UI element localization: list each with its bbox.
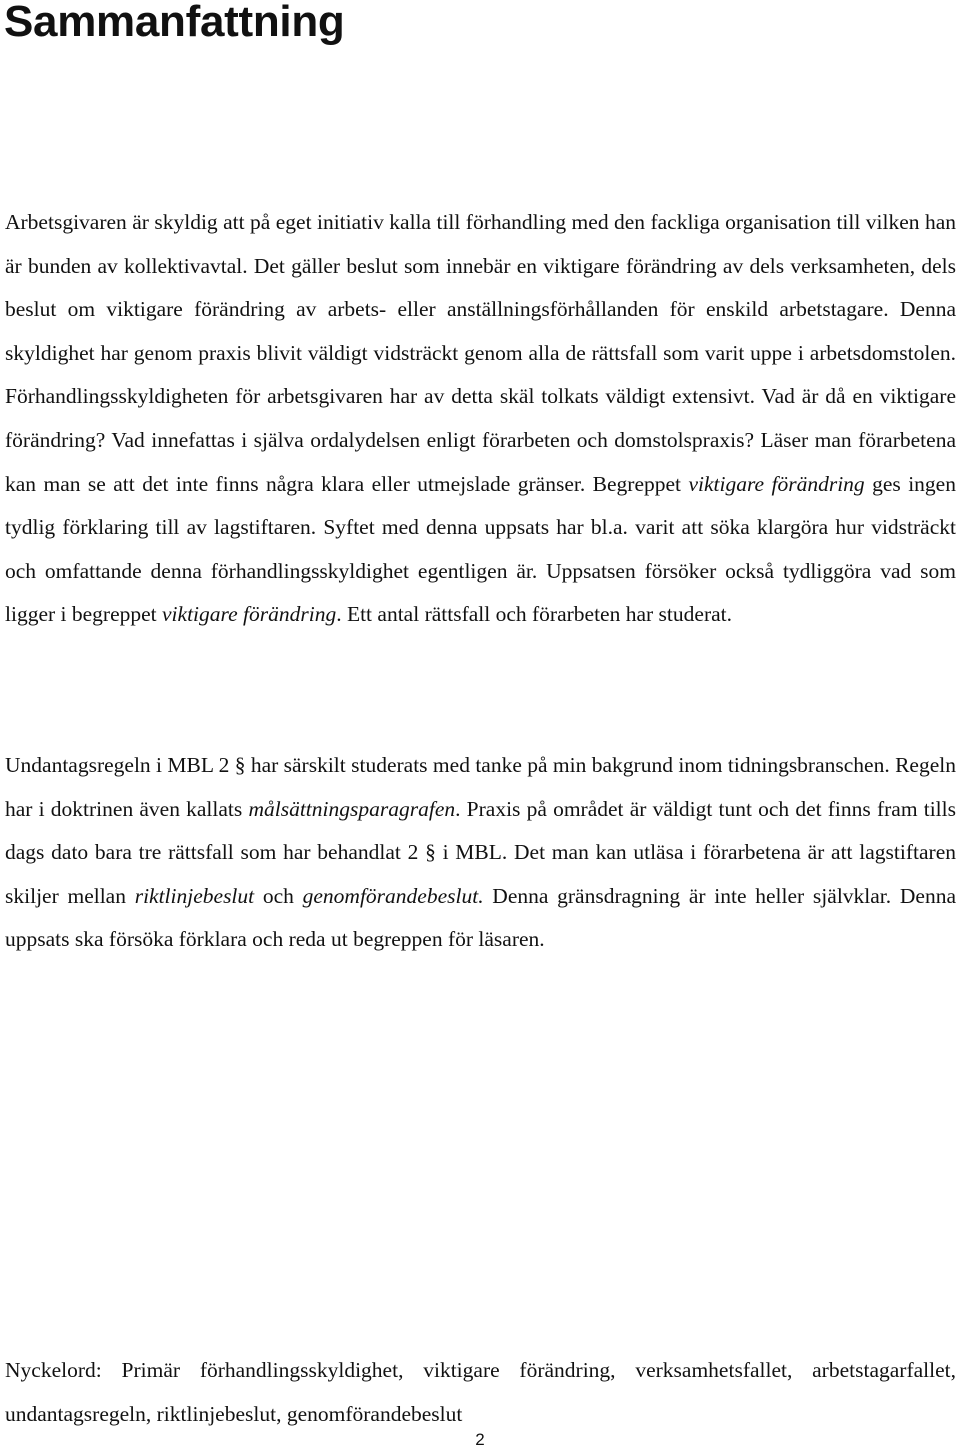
text-segment: . Praxis på området är väldigt tunt och det finns fram tills dags dato bara tre rättsfall som har behandlat 2 § i MBL. Det man kan utläsa i förarbetena är att lagstiftaren skiljer mellan (5, 796, 956, 908)
italic-term: viktigare förändring (688, 471, 865, 496)
text-segment: Undantagsregeln i MBL 2 § har särskilt studerats med tanke på min bakgrund inom tidningsbranschen. Regeln har i doktrinen även kallats (5, 753, 956, 821)
text-segment: Denna gränsdragning är inte heller självklar. Denna uppsats ska försöka förklara och reda ut begreppen för läsaren. (5, 883, 956, 952)
summary-paragraph-1 (5, 201, 956, 637)
text-segment: ges ingen tydlig förklaring till av lagstiftaren. Syftet med denna uppsats har bl.a. varit att söka klargöra hur vidsträckt och omfattande denna förhandlingsskyldighet egentligen är. Uppsatsen försöker också tydliggöra vad som ligger i begreppet (5, 471, 956, 627)
italic-term: viktigare förändring (162, 602, 337, 627)
page-number: 2 (475, 1430, 485, 1449)
page-title: Sammanfattning (4, 0, 345, 46)
text-segment: och (254, 883, 303, 908)
summary-paragraph-2 (5, 744, 956, 962)
text-segment: Arbetsgivaren är skyldig att på eget initiativ kalla till förhandling med den fackliga organisation till vilken han är bunden av kollektivavtal. Det gäller beslut som innebär en viktigare förändring av dels verksamheten, dels beslut om viktigare förändring av arbets- eller anställningsförhållanden för enskild arbetstagare. Denna skyldighet har genom praxis blivit väldigt vidsträckt genom alla de rättsfall som varit uppe i arbetsdomstolen. Förhandlingsskyldigheten för arbetsgivaren har av detta skäl tolkats väldigt extensivt. Vad är då en viktigare förändring? Vad innefattas i själva ordalydelsen enligt förarbeten och domstolspraxis? Läser man förarbetena kan man se att det inte finns några klara eller utmejslade gränser. Begreppet (5, 210, 956, 496)
italic-term: riktlinjebeslut (134, 883, 255, 908)
keywords-line: Nyckelord: Primär förhandlingsskyldighet, viktigare förändring, verksamhetsfallet, arbetstagarfallet, undantagsregeln, riktlinjebeslut, genomförandebeslut (5, 1358, 956, 1426)
text-segment: . Ett antal rättsfall och förarbeten har studerat. (336, 602, 732, 627)
italic-term: målsättningsparagrafen (248, 796, 456, 821)
italic-term: genomförandebeslut. (302, 883, 484, 908)
